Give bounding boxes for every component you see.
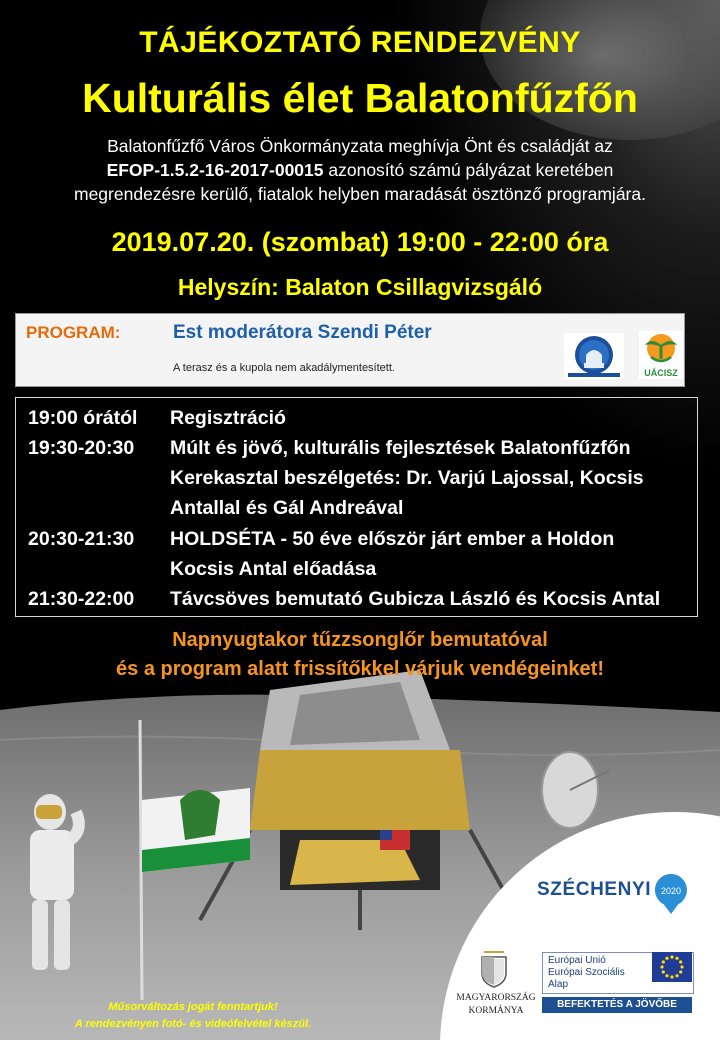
eu-line3: Alap [548,979,569,990]
schedule-item: HOLDSÉTA - 50 éve először járt ember a Holdon [170,528,615,550]
gov-text-line2: KORMÁNYA [468,1006,524,1016]
schedule-item: Múlt és jövő, kulturális fejlesztések Balatonfűzfőn [170,437,631,459]
invitation-text [12,134,708,206]
gov-text-line1: MAGYARORSZÁG [456,993,536,1003]
schedule-table [15,397,698,617]
schedule-item: Kerekasztal beszélgetés: Dr. Varjú Lajossal, Kocsis [170,467,644,489]
schedule-time: 21:30-22:00 [28,588,135,610]
szechenyi-2020-pin-icon [652,872,690,916]
closing-line2: és a program alatt frissítőkkel várjuk vendégeinket! [116,658,604,680]
schedule-time: 19:00 órától [28,407,138,429]
eu-flag-icon [652,952,692,982]
schedule-time: 19:30-20:30 [28,437,135,459]
eu-slogan: BEFEKTETÉS A JÖVŐBE [542,997,692,1013]
footer-note-program-change: Műsorváltozás jogát fenntartjuk! [108,1001,278,1013]
event-venue: Helyszín: Balaton Csillagvizsgáló [177,274,543,300]
observatory-logo-icon [564,333,624,379]
intro-line2: azonosító számú pályázat keretében [323,160,614,180]
schedule-item: Távcsöves bemutató Gubicza László és Kocsis Antal [170,588,661,610]
szechenyi-year: 2020 [660,886,682,896]
program-box [15,313,685,387]
eu-line1: Európai Unió [548,955,606,966]
uacisz-logo-icon [639,331,683,379]
schedule-item: Antallal és Gál Andreával [170,497,404,519]
project-code: EFOP-1.5.2-16-2017-00015 [106,160,324,180]
poster-subtitle: TÁJÉKOZTATÓ RENDEZVÉNY [139,26,581,59]
accessibility-note: A terasz és a kupola nem akadálymentesített. [173,362,395,374]
intro-line1: Balatonfűzfő Város Önkormányzata meghívja Önt és családját az [107,136,613,156]
footer-note-recording: A rendezvényen fotó- és videófelvétel készül. [74,1018,312,1030]
closing-line1: Napnyugtakor tűzzsonglőr bemutatóval [172,629,548,651]
uacisz-logo-text: UÁCISZ [644,368,678,378]
schedule-item: Kocsis Antal előadása [170,558,377,580]
program-label: PROGRAM: [26,323,121,342]
schedule-time: 20:30-21:30 [28,528,135,550]
szechenyi-logo-text: SZÉCHENYI [537,879,652,900]
hungarian-coat-of-arms-icon [476,945,512,989]
schedule-item: Regisztráció [170,407,286,429]
moderator-text: Est moderátora Szendi Péter [173,322,432,343]
event-datetime: 2019.07.20. (szombat) 19:00 - 22:00 óra [111,227,609,257]
intro-line3: megrendezésre kerülő, fiatalok helyben maradását ösztönző programjára. [74,184,646,204]
eu-line2: Európai Szociális [548,967,625,978]
poster-title: Kulturális élet Balatonfűzfőn [82,75,638,121]
